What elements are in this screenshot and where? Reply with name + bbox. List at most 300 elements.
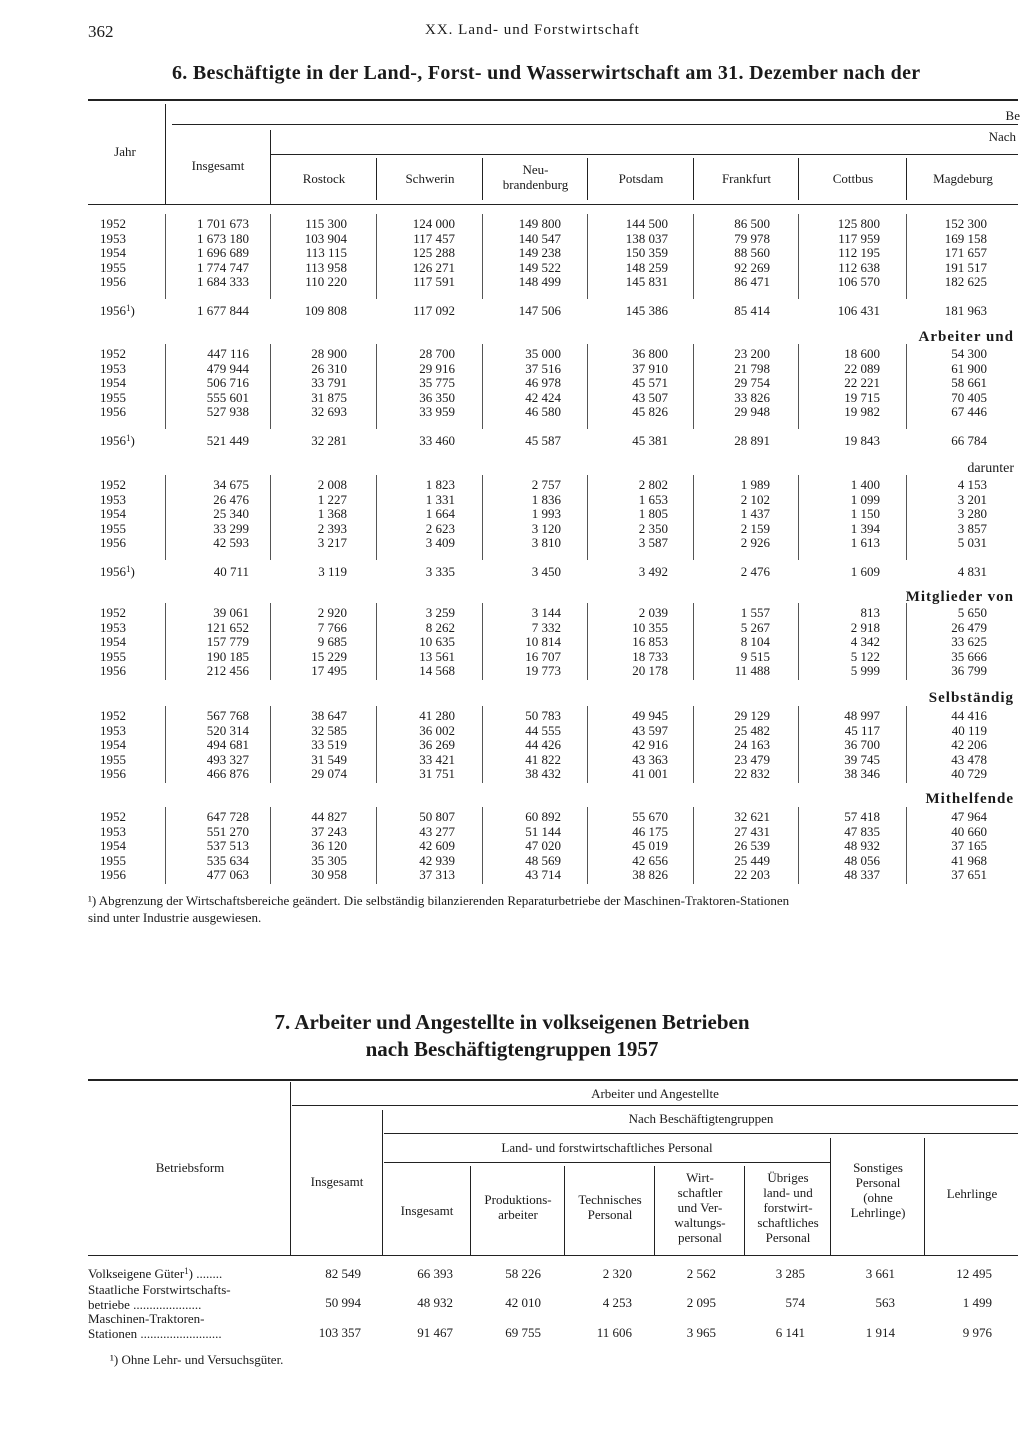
row-value: 38 647	[311, 708, 347, 723]
row-value: 5 031	[957, 535, 987, 551]
row-value: 1 150	[850, 506, 880, 522]
row-value: 212 456	[206, 663, 249, 679]
row-value: 45 571	[632, 375, 668, 391]
row-value: 38 432	[525, 766, 561, 782]
row-value: 42 939	[419, 852, 455, 868]
row-value: 2 008	[317, 477, 347, 492]
row-value: 124 000	[412, 216, 455, 231]
row-value: 79 978	[734, 230, 770, 246]
row-value: 23 479	[734, 751, 770, 767]
col7-wirtschaftler: Wirt- schaftler und Ver- waltungs- personal	[674, 1170, 726, 1245]
row-value: 3 450	[531, 564, 561, 580]
table6-row	[0, 390, 1024, 405]
row-value: 19 982	[844, 404, 880, 420]
row-value: 33 299	[213, 520, 249, 536]
row-year: 1955	[100, 389, 126, 405]
col7-produktion: Produktions- arbeiter	[484, 1192, 552, 1222]
row-value: 29 074	[311, 766, 347, 782]
row-value: 125 800	[837, 216, 880, 231]
row-value: 1 696 689	[197, 245, 249, 261]
row-value: 3 409	[425, 535, 455, 551]
row-value: 106 431	[837, 303, 880, 319]
row-value: 49 945	[632, 708, 668, 723]
row-value: 117 959	[838, 230, 880, 246]
table7-value: 3 965	[686, 1325, 716, 1340]
row-value: 57 418	[844, 809, 880, 824]
table6-row	[0, 766, 1024, 781]
row-value: 42 916	[632, 737, 668, 753]
row-value: 5 999	[850, 663, 880, 679]
table7-footnote: ¹) Ohne Lehr- und Versuchsgüter.	[110, 1352, 284, 1367]
table6-section-label: Arbeiter und	[918, 329, 1014, 345]
col-rostock: Rostock	[302, 171, 346, 186]
row-value: 1 609	[850, 564, 880, 580]
row-year: 1954	[100, 506, 126, 522]
table7-value: 1 914	[865, 1325, 895, 1340]
row-year: 1954	[100, 634, 126, 650]
row-value: 14 568	[419, 663, 455, 679]
table7-value: 103 357	[318, 1325, 361, 1340]
row-value: 2 350	[638, 520, 668, 536]
table6-row	[0, 260, 1024, 275]
row-value: 33 519	[311, 737, 347, 753]
row-value: 16 707	[525, 648, 561, 664]
col-be: Be	[1005, 108, 1020, 123]
row-year: 1952	[100, 605, 126, 620]
table6-row	[0, 216, 1024, 231]
table7-value: 82 549	[325, 1266, 361, 1281]
row-value: 1 673 180	[197, 230, 249, 246]
table6-row	[0, 634, 1024, 649]
row-value: 479 944	[206, 360, 249, 376]
row-value: 10 355	[632, 619, 668, 635]
table7-value: 4 253	[602, 1295, 632, 1310]
row-value: 109 808	[304, 303, 347, 319]
row-value: 813	[860, 605, 880, 620]
table6-footnote-1: ¹) Abgrenzung der Wirtschaftsbereiche geändert. Die selbständig bilanzierenden Reparaturbetriebe der Maschinen-Traktoren-Stationen	[88, 893, 790, 908]
row-value: 41 001	[632, 766, 668, 782]
row-value: 1 394	[850, 520, 880, 536]
row-value: 1 437	[740, 506, 770, 522]
row-year: 1953	[100, 360, 126, 376]
row-value: 22 089	[844, 360, 880, 376]
row-value: 520 314	[206, 722, 249, 738]
row-value: 36 269	[419, 737, 455, 753]
table7-value: 12 495	[956, 1266, 992, 1281]
row-year: 1953	[100, 823, 126, 839]
row-value: 48 932	[844, 838, 880, 854]
row-value: 39 745	[844, 751, 880, 767]
row-value: 145 831	[625, 274, 668, 290]
row-value: 2 926	[740, 535, 770, 551]
row-value: 44 426	[525, 737, 561, 753]
row-value: 38 346	[844, 766, 880, 782]
row-year: 1955	[100, 751, 126, 767]
row-year: 1954	[100, 375, 126, 391]
row-value: 537 513	[206, 838, 249, 854]
table7-row-label: Volkseigene Güter$^1$) ........	[88, 1266, 223, 1281]
table6-row	[0, 375, 1024, 390]
table6-row	[0, 433, 1024, 448]
row-value: 157 779	[206, 634, 249, 650]
table7-value: 91 467	[417, 1325, 453, 1340]
col7-arbeiter: Arbeiter und Angestellte	[591, 1086, 719, 1101]
row-value: 17 495	[311, 663, 347, 679]
row-value: 1 331	[425, 491, 455, 507]
row-value: 37 651	[951, 867, 987, 883]
row-year: 1954	[100, 838, 126, 854]
row-value: 50 783	[525, 708, 561, 723]
row-value: 1 099	[850, 491, 880, 507]
row-value: 26 539	[734, 838, 770, 854]
row-value: 18 600	[844, 346, 880, 361]
row-value: 2 039	[638, 605, 668, 620]
row-value: 34 675	[213, 477, 249, 492]
col-magdeburg: Magdeburg	[933, 171, 993, 186]
table6-row	[0, 663, 1024, 678]
table6-row	[0, 838, 1024, 853]
table6-section-label: Mithelfende	[925, 791, 1014, 807]
row-value: 45 019	[632, 838, 668, 854]
row-value: 1 368	[317, 506, 347, 522]
row-year: 1954	[100, 737, 126, 753]
row-value: 43 478	[951, 751, 987, 767]
row-value: 1 823	[425, 477, 455, 492]
col7-technisch: Technisches Personal	[578, 1192, 642, 1222]
row-value: 15 229	[311, 648, 347, 664]
row-value: 31 549	[311, 751, 347, 767]
row-value: 50 807	[419, 809, 455, 824]
row-value: 466 876	[206, 766, 249, 782]
row-value: 149 522	[518, 259, 561, 275]
row-value: 506 716	[206, 375, 249, 391]
row-value: 447 116	[207, 346, 249, 361]
row-value: 140 547	[518, 230, 561, 246]
row-value: 28 891	[734, 433, 770, 449]
row-value: 20 178	[632, 663, 668, 679]
row-value: 191 517	[944, 259, 987, 275]
table7-row-label: betriebe .....................	[88, 1297, 202, 1312]
table6-row	[0, 361, 1024, 376]
row-value: 2 802	[638, 477, 668, 492]
row-value: 2 159	[740, 520, 770, 536]
row-value: 2 920	[317, 605, 347, 620]
row-value: 45 117	[844, 722, 880, 738]
row-value: 4 153	[957, 477, 987, 492]
row-value: 1 613	[850, 535, 880, 551]
row-value: 37 165	[951, 838, 987, 854]
row-value: 47 964	[951, 809, 987, 824]
col-potsdam: Potsdam	[618, 171, 664, 186]
row-value: 31 751	[419, 766, 455, 782]
row-value: 18 733	[632, 648, 668, 664]
row-value: 67 446	[951, 404, 987, 420]
table6-row	[0, 620, 1024, 635]
row-value: 112 638	[838, 259, 880, 275]
row-value: 3 280	[957, 506, 987, 522]
row-value: 16 853	[632, 634, 668, 650]
row-value: 40 711	[213, 564, 249, 580]
col7-sonstiges: Sonstiges Personal (ohne Lehrlinge)	[850, 1160, 906, 1220]
row-value: 1 557	[740, 605, 770, 620]
row-value: 43 714	[525, 867, 561, 883]
row-value: 1 989	[740, 477, 770, 492]
row-value: 26 479	[951, 619, 987, 635]
row-value: 44 827	[311, 809, 347, 824]
row-value: 41 968	[951, 852, 987, 868]
row-value: 30 958	[311, 867, 347, 883]
row-value: 1 805	[638, 506, 668, 522]
row-value: 86 471	[734, 274, 770, 290]
row-value: 43 507	[632, 389, 668, 405]
row-value: 125 288	[412, 245, 455, 261]
col7-insgesamt2: Insgesamt	[400, 1203, 454, 1218]
row-year: 1956	[100, 867, 126, 883]
row-value: 28 700	[419, 346, 455, 361]
row-year: 1956$^1$)	[100, 433, 135, 449]
row-year: 1956	[100, 766, 126, 782]
row-year: 1952	[100, 346, 126, 361]
table6-row	[0, 303, 1024, 318]
col7-uebriges: Übriges land- und forstwirt- schaftliches Personal	[757, 1170, 819, 1245]
table6-row	[0, 535, 1024, 550]
row-value: 145 386	[625, 303, 668, 319]
row-value: 35 666	[951, 648, 987, 664]
table6-row	[0, 649, 1024, 664]
row-value: 521 449	[206, 433, 249, 449]
row-value: 32 281	[311, 433, 347, 449]
table6-row	[0, 867, 1024, 882]
row-value: 25 449	[734, 852, 770, 868]
row-value: 1 993	[531, 506, 561, 522]
row-value: 148 499	[518, 274, 561, 290]
table6-row	[0, 506, 1024, 521]
row-value: 555 601	[206, 389, 249, 405]
row-value: 40 119	[951, 722, 987, 738]
row-value: 27 431	[734, 823, 770, 839]
row-value: 2 918	[850, 619, 880, 635]
table6-row	[0, 492, 1024, 507]
row-value: 1 684 333	[197, 274, 249, 290]
row-value: 3 119	[318, 564, 347, 580]
row-value: 45 826	[632, 404, 668, 420]
row-year: 1952	[100, 708, 126, 723]
row-value: 29 948	[734, 404, 770, 420]
row-value: 1 774 747	[197, 259, 249, 275]
row-value: 92 269	[734, 259, 770, 275]
table6-title: 6. Beschäftigte in der Land-, Forst- und Wasserwirtschaft am 31. Dezember nach der	[172, 62, 921, 84]
row-value: 1 701 673	[197, 216, 249, 231]
row-value: 35 305	[311, 852, 347, 868]
table6-section-label: darunter	[967, 461, 1014, 476]
row-value: 43 597	[632, 722, 668, 738]
row-value: 527 938	[206, 404, 249, 420]
row-value: 60 892	[525, 809, 561, 824]
row-value: 22 832	[734, 766, 770, 782]
row-year: 1953	[100, 230, 126, 246]
row-value: 85 414	[734, 303, 770, 319]
col7-lehrlinge: Lehrlinge	[946, 1186, 998, 1201]
row-value: 23 200	[734, 346, 770, 361]
row-value: 35 775	[419, 375, 455, 391]
table6-row	[0, 477, 1024, 492]
row-value: 169 158	[944, 230, 987, 246]
table6-row	[0, 521, 1024, 536]
row-value: 33 959	[419, 404, 455, 420]
row-value: 8 262	[425, 619, 455, 635]
row-year: 1953	[100, 722, 126, 738]
row-value: 32 693	[311, 404, 347, 420]
row-value: 22 203	[734, 867, 770, 883]
row-year: 1952	[100, 216, 126, 231]
row-value: 37 516	[525, 360, 561, 376]
row-value: 171 657	[944, 245, 987, 261]
row-value: 2 623	[425, 520, 455, 536]
table7-title-2: nach Beschäftigtengruppen 1957	[365, 1037, 659, 1061]
row-value: 46 978	[525, 375, 561, 391]
table6-section-label: Mitglieder von	[905, 589, 1014, 605]
table6-row	[0, 752, 1024, 767]
row-year: 1955	[100, 852, 126, 868]
row-value: 647 728	[206, 809, 249, 824]
row-value: 149 800	[518, 216, 561, 231]
row-value: 55 670	[632, 809, 668, 824]
row-value: 13 561	[419, 648, 455, 664]
row-year: 1956	[100, 663, 126, 679]
row-value: 42 593	[213, 535, 249, 551]
row-value: 41 280	[419, 708, 455, 723]
row-year: 1956	[100, 274, 126, 290]
table6-row	[0, 708, 1024, 723]
row-value: 2 393	[317, 520, 347, 536]
table7-row-label: Stationen .........................	[88, 1326, 222, 1341]
row-value: 5 650	[957, 605, 987, 620]
row-value: 4 831	[957, 564, 987, 580]
row-value: 40 729	[951, 766, 987, 782]
row-value: 567 768	[206, 708, 249, 723]
table7-title-1: 7. Arbeiter und Angestellte in volkseigenen Betrieben	[274, 1010, 750, 1034]
row-value: 1 653	[638, 491, 668, 507]
row-value: 70 405	[951, 389, 987, 405]
row-value: 3 587	[638, 535, 668, 551]
col-insgesamt: Insgesamt	[191, 158, 245, 173]
table7-value: 69 755	[505, 1325, 541, 1340]
row-value: 494 681	[206, 737, 249, 753]
table7-value: 66 393	[417, 1266, 453, 1281]
row-value: 1 836	[531, 491, 561, 507]
table6-row	[0, 737, 1024, 752]
row-value: 36 700	[844, 737, 880, 753]
row-value: 44 555	[525, 722, 561, 738]
row-value: 36 800	[632, 346, 668, 361]
row-value: 33 625	[951, 634, 987, 650]
row-value: 9 515	[740, 648, 770, 664]
row-value: 29 129	[734, 708, 770, 723]
row-value: 31 875	[311, 389, 347, 405]
row-value: 113 115	[305, 245, 347, 261]
row-value: 7 766	[317, 619, 347, 635]
row-value: 113 958	[305, 259, 347, 275]
row-value: 48 569	[525, 852, 561, 868]
row-year: 1956	[100, 404, 126, 420]
row-value: 46 580	[525, 404, 561, 420]
row-value: 33 826	[734, 389, 770, 405]
row-value: 144 500	[625, 216, 668, 231]
col-frankfurt: Frankfurt	[721, 171, 772, 186]
row-value: 42 656	[632, 852, 668, 868]
row-value: 2 757	[531, 477, 561, 492]
row-value: 1 664	[425, 506, 455, 522]
row-value: 36 002	[419, 722, 455, 738]
row-value: 37 313	[419, 867, 455, 883]
row-value: 1 227	[317, 491, 347, 507]
row-value: 36 350	[419, 389, 455, 405]
row-value: 3 259	[425, 605, 455, 620]
row-value: 48 056	[844, 852, 880, 868]
row-value: 19 843	[844, 433, 880, 449]
row-value: 182 625	[944, 274, 987, 290]
col7-betriebsform: Betriebsform	[155, 1160, 225, 1175]
row-value: 42 206	[951, 737, 987, 753]
row-value: 42 609	[419, 838, 455, 854]
row-value: 117 591	[413, 274, 455, 290]
row-value: 148 259	[625, 259, 668, 275]
row-value: 4 342	[850, 634, 880, 650]
row-value: 33 791	[311, 375, 347, 391]
row-value: 32 585	[311, 722, 347, 738]
table7-value: 1 499	[962, 1295, 992, 1310]
row-value: 45 381	[632, 433, 668, 449]
row-value: 112 195	[838, 245, 880, 261]
table7-value: 574	[785, 1295, 805, 1310]
row-value: 35 000	[525, 346, 561, 361]
row-value: 5 267	[740, 619, 770, 635]
row-year: 1955	[100, 648, 126, 664]
table7-row-label: Staatliche Forstwirtschafts-	[88, 1282, 231, 1297]
table7-value: 50 994	[325, 1295, 361, 1310]
row-value: 106 570	[837, 274, 880, 290]
row-value: 24 163	[734, 737, 770, 753]
table7-value: 6 141	[775, 1325, 805, 1340]
row-value: 10 635	[419, 634, 455, 650]
row-value: 3 144	[531, 605, 561, 620]
table6-row	[0, 404, 1024, 419]
table6-row	[0, 723, 1024, 738]
row-value: 48 337	[844, 867, 880, 883]
row-value: 3 810	[531, 535, 561, 551]
row-value: 86 500	[734, 216, 770, 231]
row-value: 2 102	[740, 491, 770, 507]
row-value: 33 460	[419, 433, 455, 449]
row-value: 37 910	[632, 360, 668, 376]
row-year: 1954	[100, 245, 126, 261]
row-value: 1 677 844	[197, 303, 249, 319]
table6-row	[0, 245, 1024, 260]
row-value: 26 310	[311, 360, 347, 376]
table7-value: 3 285	[775, 1266, 805, 1281]
chapter-heading: XX. Land- und Forstwirtschaft	[425, 22, 640, 38]
row-value: 152 300	[944, 216, 987, 231]
row-value: 103 904	[304, 230, 347, 246]
table7-value: 58 226	[505, 1266, 541, 1281]
row-value: 181 963	[944, 303, 987, 319]
row-value: 121 652	[206, 619, 249, 635]
row-value: 3 120	[531, 520, 561, 536]
row-value: 61 900	[951, 360, 987, 376]
row-value: 126 271	[412, 259, 455, 275]
table6-row	[0, 605, 1024, 620]
col-jahr: Jahr	[114, 144, 136, 159]
